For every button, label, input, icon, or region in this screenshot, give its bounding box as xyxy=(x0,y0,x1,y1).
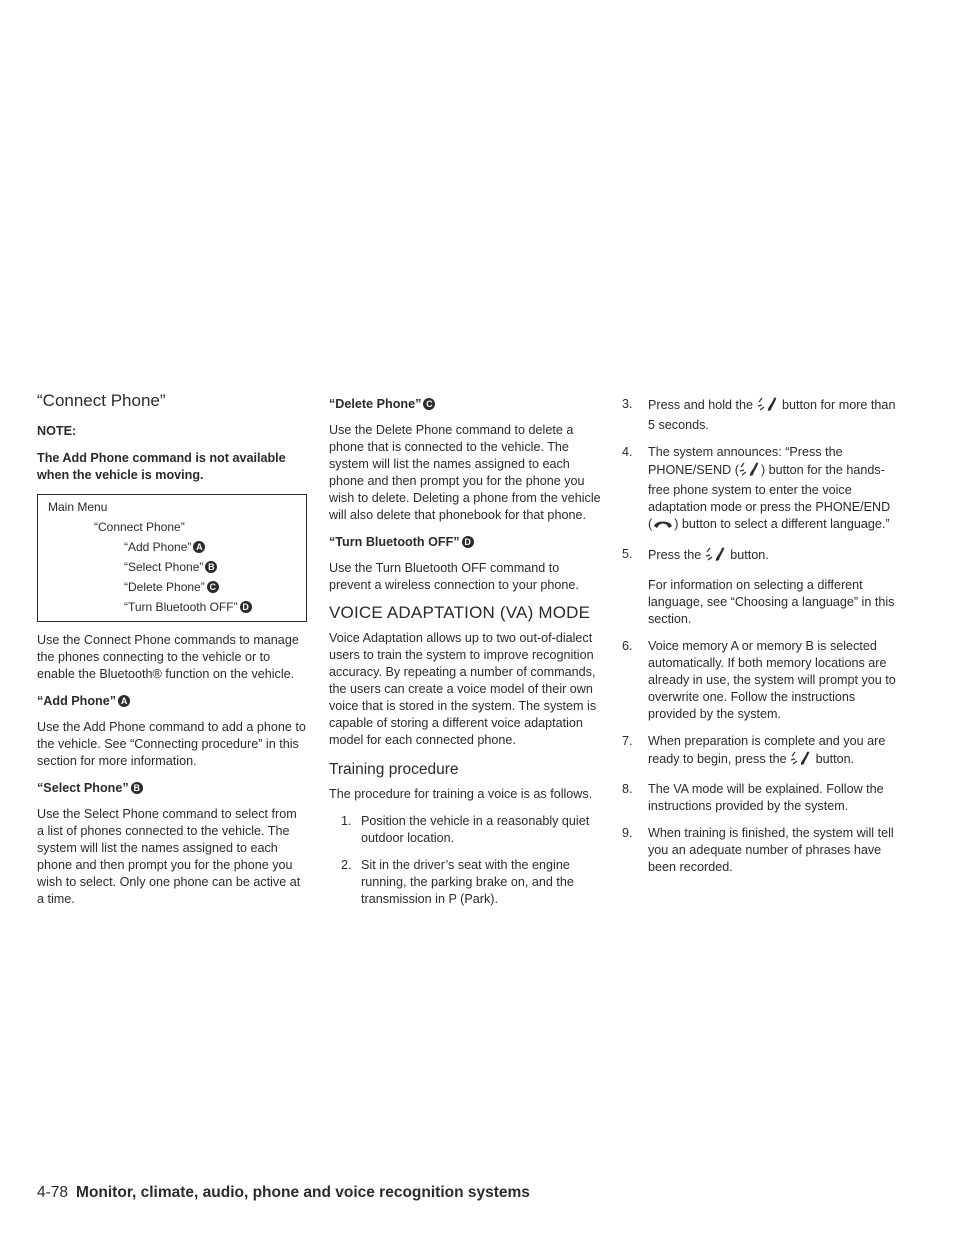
middle-column xyxy=(329,396,603,918)
menu-item-delete-phone xyxy=(48,579,298,596)
step-text: The VA mode will be explained. Follow the instructions provided by the system. xyxy=(648,782,884,813)
step-number: 3. xyxy=(622,397,633,411)
menu-item-label: “Add Phone” xyxy=(124,540,192,554)
step-text: Position the vehicle in a reasonably quiet outdoor location. xyxy=(361,814,590,845)
callout-d: D xyxy=(462,536,474,548)
step-number: 6. xyxy=(622,639,633,653)
step-number: 9. xyxy=(622,826,633,840)
menu-item-turn-bluetooth-off xyxy=(48,599,298,616)
step-item xyxy=(622,638,896,723)
step-text: ) button to select a different language.” xyxy=(674,517,890,531)
callout-b: B xyxy=(131,782,143,794)
delete-phone-title-text: “Delete Phone” xyxy=(329,397,422,411)
step-item xyxy=(622,396,896,434)
step-item xyxy=(329,813,603,847)
turn-bluetooth-off-title-text: “Turn Bluetooth OFF” xyxy=(329,535,460,549)
talk-button-icon xyxy=(757,396,779,417)
delete-phone-title xyxy=(329,396,603,413)
callout-c: C xyxy=(207,581,219,593)
turn-bluetooth-off-title xyxy=(329,534,603,551)
chapter-title: Monitor, climate, audio, phone and voice recognition systems xyxy=(76,1184,530,1201)
callout-a: A xyxy=(118,695,130,707)
step-item xyxy=(622,444,896,536)
turn-bluetooth-off-text: Use the Turn Bluetooth OFF command to prevent a wireless connection to your phone. xyxy=(329,561,579,592)
step-item xyxy=(329,857,603,908)
step-text: Press and hold the xyxy=(648,398,754,412)
phone-end-icon xyxy=(652,517,674,536)
step-item xyxy=(622,546,896,628)
step-number: 8. xyxy=(622,782,633,796)
menu-item-label: “Turn Bluetooth OFF” xyxy=(124,600,238,614)
add-phone-text: Use the Add Phone command to add a phone to the vehicle. See “Connecting procedure” in this section for more information. xyxy=(37,720,306,768)
step-number: 2. xyxy=(341,858,352,872)
step-item xyxy=(622,825,896,876)
voice-adaptation-text: Voice Adaptation allows up to two out-of-dialect users to train the system to improve recognition accuracy. By repeating a number of commands, the users can create a voice model of their own voice that is stored in the system. The system is capable of storing a different voice adaptation model for each connected phone. xyxy=(329,631,597,747)
phone-send-icon xyxy=(739,461,761,482)
step-text: When preparation is complete and you are ready to begin, press the xyxy=(648,734,886,766)
menu-item-add-phone xyxy=(48,539,298,556)
add-phone-title xyxy=(37,693,307,710)
step-item xyxy=(622,733,896,771)
training-intro: The procedure for training a voice is as follows. xyxy=(329,787,593,801)
note-text: The Add Phone command is not available when the vehicle is moving. xyxy=(37,451,286,482)
menu-main: Main Menu xyxy=(48,500,108,514)
training-steps-list-continued xyxy=(622,396,896,876)
menu-tree-box xyxy=(37,494,307,622)
step-text: button. xyxy=(730,548,769,562)
step-number: 5. xyxy=(622,547,633,561)
menu-item-select-phone xyxy=(48,559,298,576)
step-item xyxy=(622,781,896,815)
step-text: When training is finished, the system will tell you an adequate number of phrases have been recorded. xyxy=(648,826,894,874)
callout-c: C xyxy=(423,398,435,410)
step-number: 7. xyxy=(622,734,633,748)
delete-phone-text: Use the Delete Phone command to delete a phone that is connected to the vehicle. The system will list the names assigned to each phone and then prompt you for the phone you wish to delete. Deleting a phone from the vehicle will also delete that phonebook for that phone. xyxy=(329,423,601,522)
step-number: 4. xyxy=(622,445,633,459)
step-text: Voice memory A or memory B is selected automatically. If both memory locations are already in use, the system will prompt you to overwrite one. Follow the instructions provided by the system. xyxy=(648,639,896,721)
select-phone-text: Use the Select Phone command to select from a list of phones connected to the vehicle. The system will list the names assigned to each phone and then prompt you for the phone you wish to select. Only one phone can be active at a time. xyxy=(37,807,301,906)
menu-connect-phone: “Connect Phone” xyxy=(94,520,185,534)
callout-a: A xyxy=(193,541,205,553)
step-number: 1. xyxy=(341,814,352,828)
select-phone-title xyxy=(37,780,307,797)
callout-b: B xyxy=(205,561,217,573)
callout-d: D xyxy=(240,601,252,613)
step-text: ) button for the hands-free phone system to enter the voice adaptation mode or press the PHONE/END ( xyxy=(648,463,891,531)
add-phone-title-text: “Add Phone” xyxy=(37,694,117,708)
select-phone-title-text: “Select Phone” xyxy=(37,781,129,795)
menu-item-label: “Select Phone” xyxy=(124,560,204,574)
subheading-training-procedure: Training procedure xyxy=(329,761,459,778)
section-heading-voice-adaptation: VOICE ADAPTATION (VA) MODE xyxy=(329,603,591,622)
step-text: Sit in the driver’s seat with the engine running, the parking brake on, and the transmission in P (Park). xyxy=(361,858,574,906)
step-text: Press the xyxy=(648,548,702,562)
step-text: button for more than 5 seconds. xyxy=(648,398,896,432)
step-text: button. xyxy=(815,752,855,766)
menu-item-label: “Delete Phone” xyxy=(124,580,205,594)
talk-button-icon xyxy=(790,750,812,771)
talk-button-icon xyxy=(705,546,727,567)
page-footer xyxy=(37,1184,530,1202)
right-column xyxy=(622,396,896,886)
training-steps-list xyxy=(329,813,603,908)
page-number: 4-78 xyxy=(37,1184,69,1201)
step-sub-paragraph: For information on selecting a different language, see “Choosing a language” in this section. xyxy=(648,578,895,626)
section-heading-connect-phone: “Connect Phone” xyxy=(37,391,166,410)
note-label: NOTE: xyxy=(37,424,77,438)
left-column xyxy=(37,392,307,918)
step-text: The system announces: “Press the PHONE/SEND ( xyxy=(648,445,843,477)
connect-phone-intro: Use the Connect Phone commands to manage the phones connecting to the vehicle or to enable the Bluetooth® function on the vehicle. xyxy=(37,633,299,681)
